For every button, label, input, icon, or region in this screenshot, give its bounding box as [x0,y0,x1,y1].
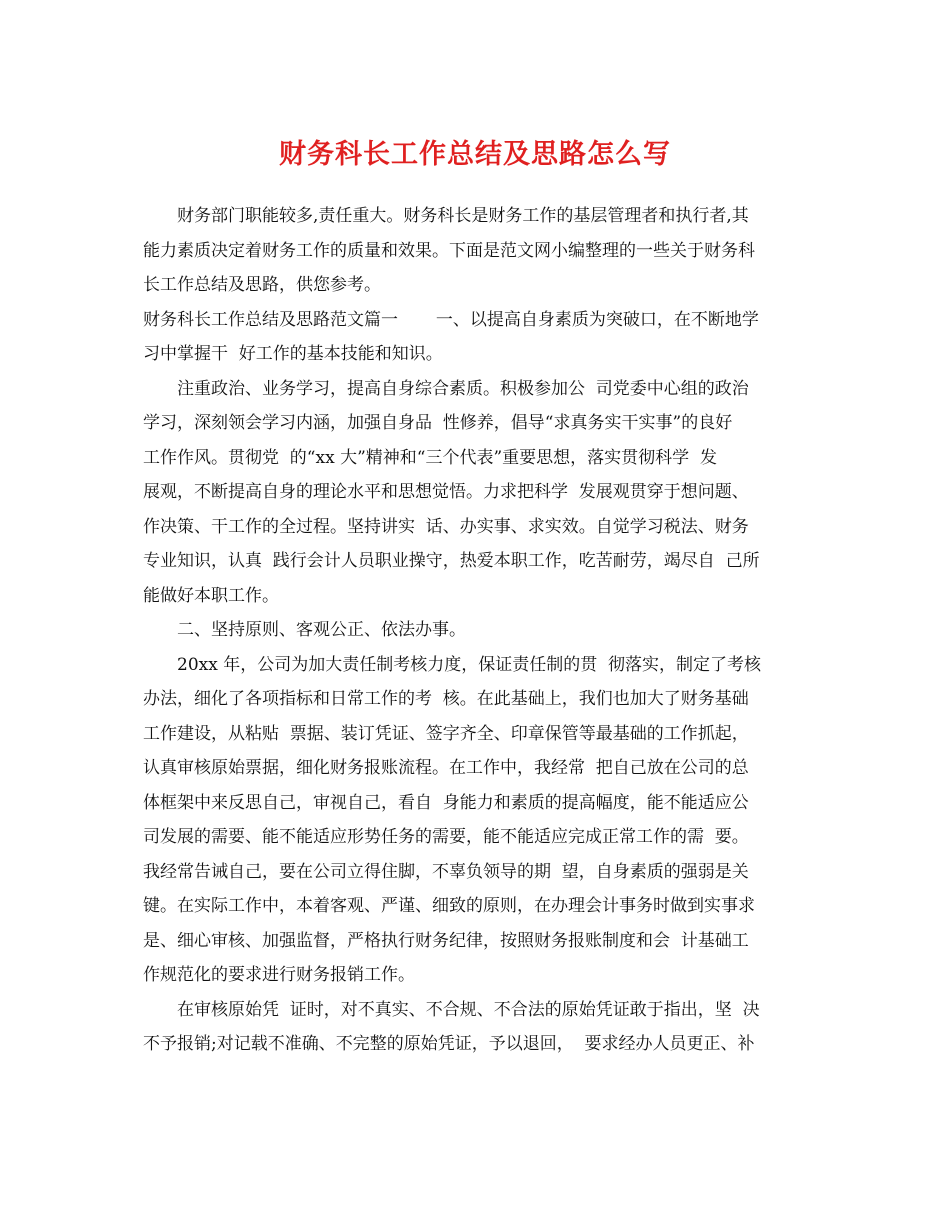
text-line: 司发展的需要、能不能适应形势任务的需要，能不能适应完成正常工作的需 要。 [143,827,749,847]
text-line: 体框架中来反思自己，审视自己，看自 身能力和素质的提高幅度，能不能适应公 [143,792,749,813]
text-line: 能力素质决定着财务工作的质量和效果。下面是范文网小编整理的一些关于财务科 [143,240,755,261]
text-line: 工作作风。贯彻党 的“xx 大”精神和“三个代表”重要思想，落实贯彻科学 发 [143,447,717,468]
paragraph-section-heading [143,303,813,372]
paragraph-intro [143,199,813,303]
text-line: 注重政治、业务学习，提高自身综合素质。积极参加公 司党委中心组的政治 [177,378,749,399]
text-line: 键。在实际工作中，本着客观、严谨、细致的原则，在办理会计事务时做到实事求 [143,896,755,916]
text-line: 作决策、干工作的全过程。坚持讲实 话、办实事、求实效。自觉学习税法、财务 [143,516,749,537]
text-line: 20xx 年，公司为加大责任制考核力度，保证责任制的贯 彻落实，制定了考核 [177,654,762,675]
text-line: 能做好本职工作。 [143,585,279,606]
text-line: 办法，细化了各项指标和日常工作的考 核。在此基础上，我们也加大了财务基础 [143,689,749,709]
text-line: 展观，不断提高自身的理论水平和思想觉悟。力求把科学 发展观贯穿于想问题、 [143,482,749,502]
text-line: 二、坚持原则、客观公正、依法办事。 [177,620,466,640]
text-line: 学习，深刻领会学习内涵，加强自身品 性修养，倡导“求真务实干实事”的良好 [143,413,733,433]
paragraph-principles-heading [143,613,813,648]
document-title: 财务科长工作总结及思路怎么写 [279,139,671,170]
document-body [143,199,813,1062]
text-line: 财务部门职能较多,责任重大。财务科长是财务工作的基层管理者和执行者,其 [177,206,749,226]
text-line: 我经常告诫自己，要在公司立得住脚，不辜负领导的期 望，自身素质的强弱是关 [143,861,749,882]
text-line: 财务科长工作总结及思路范文篇一 一、以提高自身素质为突破口，在不断地学 [143,309,759,330]
text-line: 长工作总结及思路，供您参考。 [143,275,381,295]
paragraph-responsibility [143,648,813,993]
text-line: 是、细心审核、加强监督，严格执行财务纪律，按照财务报账制度和会 计基础工 [143,930,749,951]
paragraph-study [143,372,813,614]
text-line: 认真审核原始票据，细化财务报账流程。在工作中，我经常 把自己放在公司的总 [143,758,749,778]
text-line: 专业知识，认真 践行会计人员职业操守，热爱本职工作，吃苦耐劳，竭尽自 己所 [143,551,760,571]
text-line: 工作建设，从粘贴 票据、装订凭证、签字齐全、印章保管等最基础的工作抓起， [143,723,749,744]
text-line: 在审核原始凭 证时，对不真实、不合规、不合法的原始凭证敢于指出，坚 决 [177,999,760,1020]
text-line: 作规范化的要求进行财务报销工作。 [143,965,415,985]
text-line: 不予报销;对记载不准确、不完整的原始凭证，予以退回， 要求经办人员更正、补 [143,1034,755,1054]
paragraph-review [143,993,813,1062]
text-line: 习中掌握干 好工作的基本技能和知识。 [143,344,443,364]
